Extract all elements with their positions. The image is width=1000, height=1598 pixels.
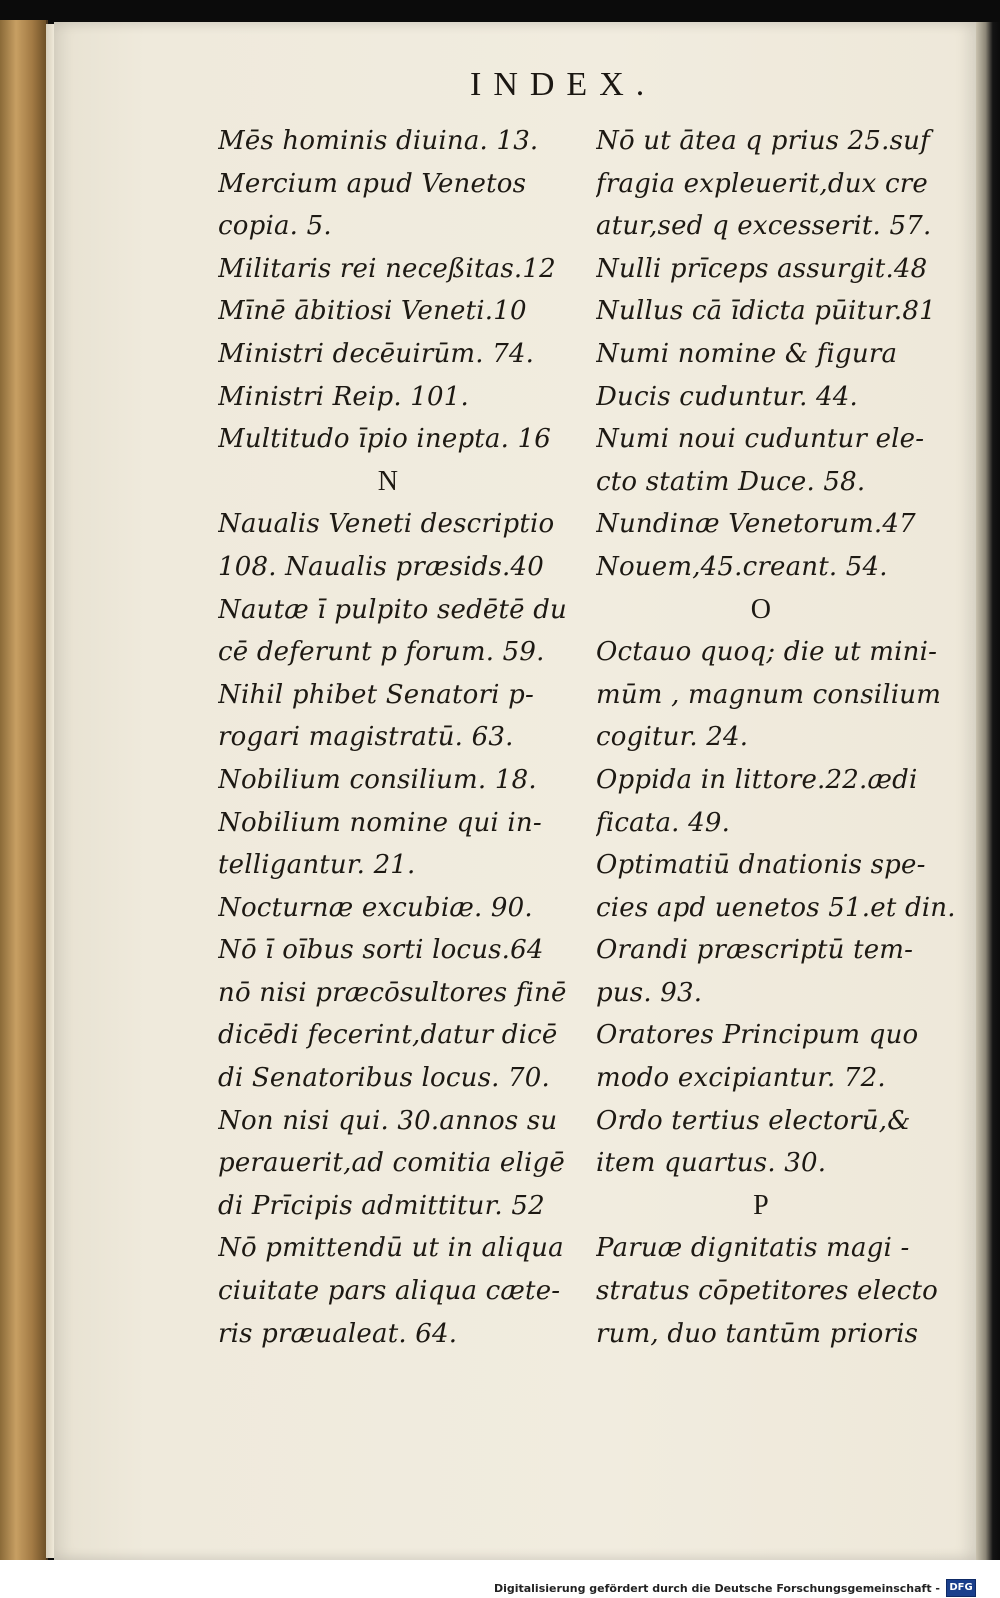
index-entry-line: rum, duo tantūm prioris	[596, 1318, 919, 1349]
footer-credit: Digitalisierung gefördert durch die Deutsche Forschungsgemeinschaft -	[493, 1582, 940, 1595]
index-entry-line: cē deferunt p forum. 59.	[218, 637, 545, 668]
page-edge	[976, 22, 1000, 1560]
index-letter-heading: O	[750, 593, 772, 625]
index-entry-line: di Senatoribus locus. 70.	[218, 1063, 551, 1094]
index-entry-line: Octauo quoq; die ut mini-	[596, 637, 938, 668]
index-entry-line: dicēdi fecerint,datur dicē	[218, 1020, 558, 1051]
book-spine	[0, 20, 48, 1560]
index-entry-line: Nihil phibet Senatori p-	[218, 679, 534, 710]
index-entry-line: Nō ut ātea q prius 25.suf	[596, 126, 930, 156]
index-entry-line: Non nisi qui. 30.annos su	[218, 1105, 558, 1136]
index-entry-line: ris præualeat. 64.	[218, 1318, 458, 1349]
index-entry-line: Numi nomine & figura	[596, 338, 898, 369]
index-letter-heading: N	[377, 465, 399, 497]
dfg-logo: DFG	[946, 1579, 976, 1597]
index-entry-line: cies apd uenetos 51.et din.	[596, 892, 956, 923]
index-entry-line: stratus cōpetitores electo	[596, 1276, 939, 1307]
index-entry-line: nō nisi præcōsultores finē	[218, 977, 567, 1008]
index-entry-line: Nulli prīceps assurgit.48	[596, 253, 928, 284]
index-entry-line: item quartus. 30.	[596, 1148, 827, 1179]
index-entry-line: ficata. 49.	[596, 807, 731, 838]
index-entry-line: Ministri Reip. 101.	[218, 381, 469, 412]
index-entry-line: Mīnē ābitiosi Veneti.10	[218, 296, 527, 327]
index-entry-line: Ordo tertius electorū,&	[596, 1105, 911, 1136]
index-entry-line: Nautæ ī pulpito sedētē du	[218, 594, 568, 625]
index-column-left	[218, 120, 588, 1355]
index-entry-line: Nobilium nomine qui in-	[218, 807, 542, 838]
index-entry-line: Mercium apud Venetos	[218, 168, 527, 199]
index-entry-line: 108. Naualis præsids.40	[218, 551, 544, 582]
index-entry-line: Mēs hominis diuina. 13.	[218, 126, 539, 156]
index-entry-line: rogari magistratū. 63.	[218, 722, 514, 753]
index-entry-line: fragia expleuerit,dux cre	[596, 168, 928, 199]
index-column-right	[596, 120, 956, 1355]
index-entry-line: telligantur. 21.	[218, 850, 416, 881]
index-entry-line: Ministri decēuirūm. 74.	[218, 338, 535, 369]
index-entry-line: Numi noui cuduntur ele-	[596, 424, 925, 455]
running-head: INDEX.	[470, 66, 657, 103]
index-entry-line: Nullus cā īdicta pūitur.81	[596, 296, 936, 327]
index-entry-line: atur,sed q excesserit. 57.	[596, 211, 932, 242]
index-entry-line: cto statim Duce. 58.	[596, 466, 866, 497]
index-entry-line: perauerit,ad comitia eligē	[218, 1148, 565, 1179]
index-entry-line: Nocturnæ excubiæ. 90.	[218, 892, 533, 923]
index-entry-line: Orandi præscriptū tem-	[596, 935, 914, 966]
index-entry-line: pus. 93.	[596, 977, 703, 1008]
index-entry-line: Nouem,45.creant. 54.	[596, 551, 888, 582]
index-entry-line: Paruæ dignitatis magi -	[596, 1233, 910, 1264]
index-entry-line: Optimatiū dnationis spe-	[596, 850, 926, 881]
index-entry-line: Multitudo īpio inepta. 16	[218, 424, 552, 455]
index-entry-line: Oppida in littore.22.ædi	[596, 764, 918, 795]
index-entry-line: Naualis Veneti descriptio	[218, 509, 555, 540]
index-entry-line: Ducis cuduntur. 44.	[596, 381, 858, 412]
index-entry-line: Nō pmittendū ut in aliqua	[218, 1233, 564, 1264]
index-entry-line: Nō ī oībus sorti locus.64	[218, 935, 544, 966]
page-gutter	[46, 24, 54, 1558]
index-entry-line: modo excipiantur. 72.	[596, 1063, 886, 1094]
index-entry-line: Oratores Principum quo	[596, 1020, 919, 1051]
index-entry-line: ciuitate pars aliqua cæte-	[218, 1276, 561, 1307]
index-entry-line: copia. 5.	[218, 211, 332, 242]
index-entry-line: Militaris rei neceßitas.12	[218, 253, 556, 284]
index-entry-line: di Prīcipis admittitur. 52	[218, 1190, 545, 1221]
index-letter-heading: P	[753, 1189, 769, 1221]
index-entry-line: Nobilium consilium. 18.	[218, 764, 537, 795]
index-entry-line: mūm , magnum consilium	[596, 679, 942, 710]
index-entry-line: Nundinæ Venetorum.47	[596, 509, 916, 540]
index-entry-line: cogitur. 24.	[596, 722, 749, 753]
